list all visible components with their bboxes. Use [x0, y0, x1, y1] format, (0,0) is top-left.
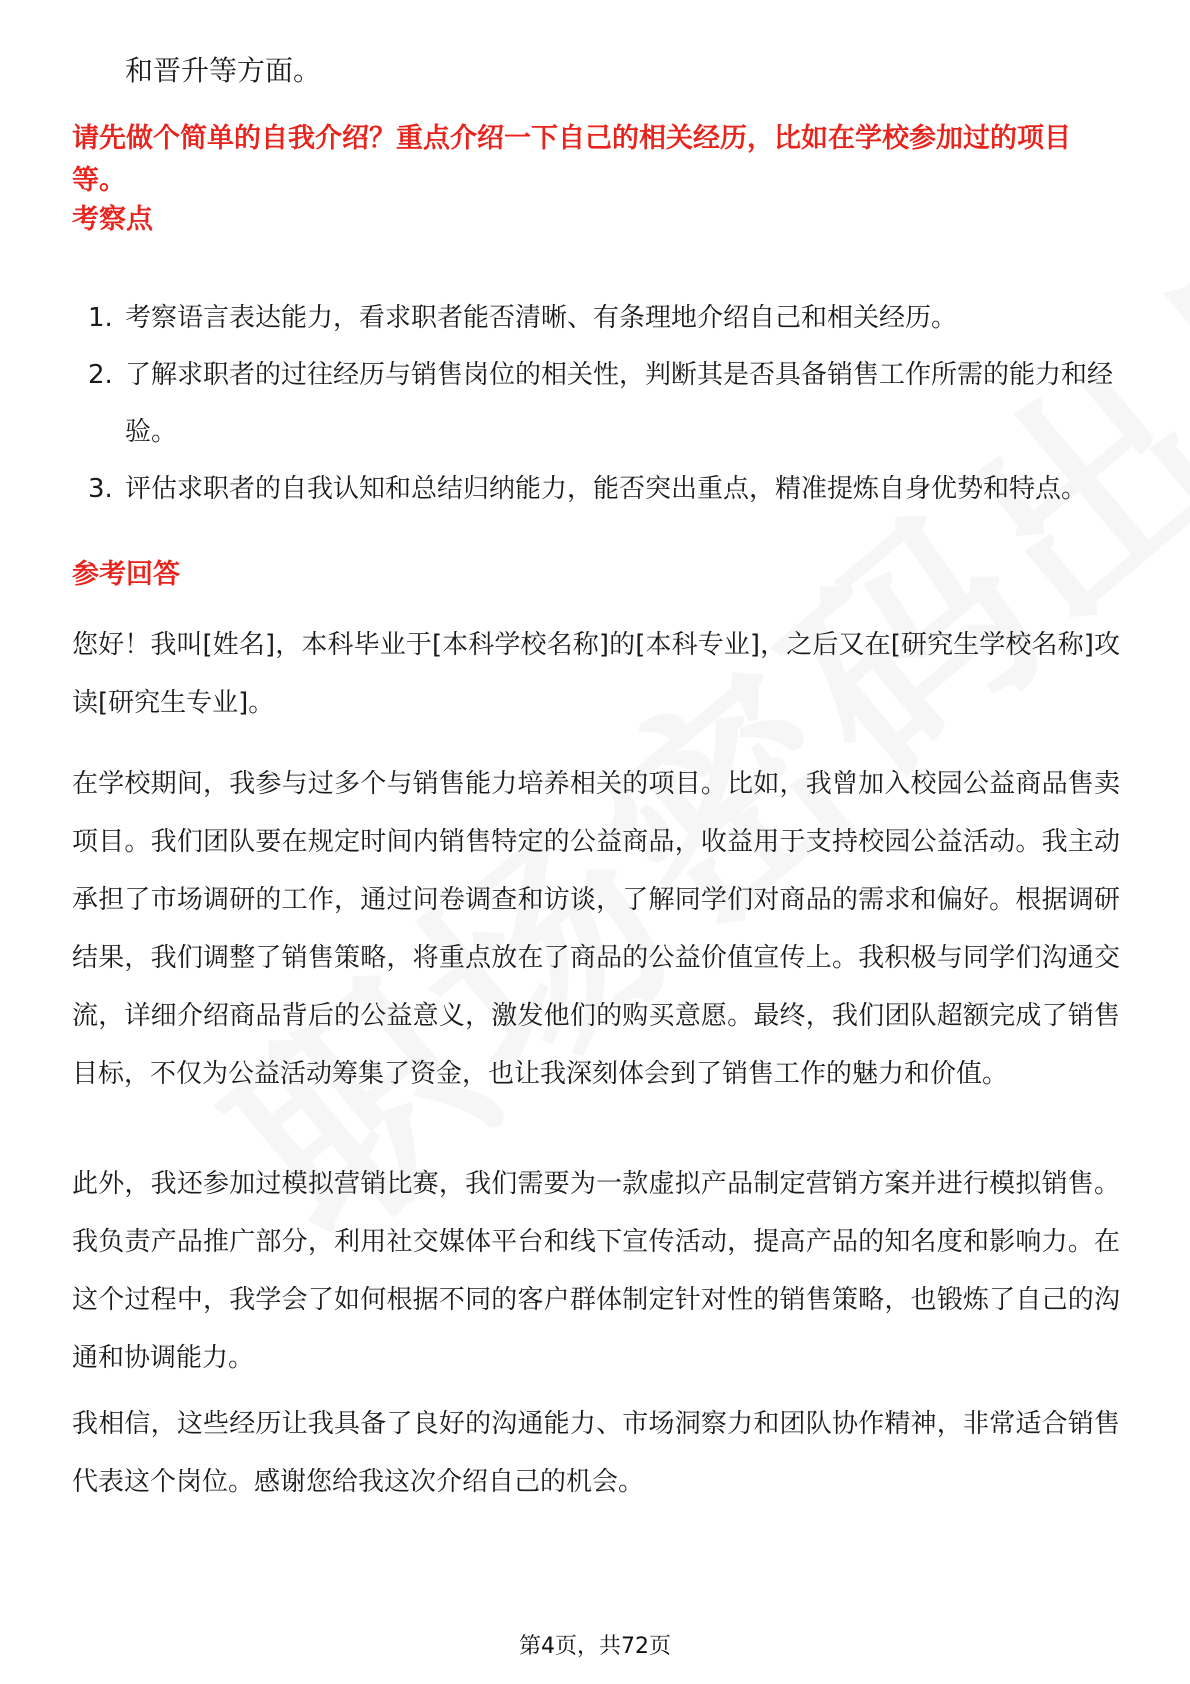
list-item: [72, 461, 1120, 518]
answer-label: 参考回答: [72, 559, 180, 590]
page-number: 第4页，共72页: [519, 1634, 671, 1659]
answer-paragraph: 您好！我叫[姓名]，本科毕业于[本科学校名称]的[本科专业]，之后又在[研究生学校名称]攻读[研究生专业]。: [72, 630, 1120, 718]
list-item-text: 了解求职者的过往经历与销售岗位的相关性，判断其是否具备销售工作所需的能力和经验。: [125, 360, 1114, 447]
list-item-text: 考察语言表达能力，看求职者能否清晰、有条理地介绍自己和相关经历。: [125, 303, 958, 333]
continued-text: 和晋升等方面。: [125, 54, 322, 87]
assessment-list: [72, 290, 1120, 518]
list-item-number: 1.: [88, 303, 113, 333]
answer-paragraph: 此外，我还参加过模拟营销比赛，我们需要为一款虚拟产品制定营销方案并进行模拟销售。我负责产品推广部分，利用社交媒体平台和线下宣传活动，提高产品的知名度和影响力。在这个过程中，我学会了如何根据不同的客户群体制定针对性的销售策略，也锻炼了自己的沟通和协调能力。: [72, 1169, 1120, 1373]
answer-paragraph: 在学校期间，我参与过多个与销售能力培养相关的项目。比如，我曾加入校园公益商品售卖项目。我们团队要在规定时间内销售特定的公益商品，收益用于支持校园公益活动。我主动承担了市场调研的工作，通过问卷调查和访谈，了解同学们对商品的需求和偏好。根据调研结果，我们调整了销售策略，将重点放在了商品的公益价值宣传上。我积极与同学们沟通交流，详细介绍商品背后的公益意义，激发他们的购买意愿。最终，我们团队超额完成了销售目标，不仅为公益活动筹集了资金，也让我深刻体会到了销售工作的魅力和价值。: [72, 769, 1120, 1089]
list-item-text: 评估求职者的自我认知和总结归纳能力，能否突出重点，精准提炼自身优势和特点。: [125, 474, 1088, 504]
list-item-number: 3.: [88, 474, 113, 504]
list-item: [72, 290, 1120, 347]
answer-paragraph: 我相信，这些经历让我具备了良好的沟通能力、市场洞察力和团队协作精神，非常适合销售代表这个岗位。感谢您给我这次介绍自己的机会。: [72, 1409, 1120, 1497]
list-item: [72, 347, 1120, 461]
list-item-number: 2.: [88, 360, 113, 390]
question-heading: 请先做个简单的自我介绍？重点介绍一下自己的相关经历，比如在学校参加过的项目等。: [72, 123, 1071, 196]
assessment-label: 考察点: [72, 204, 153, 235]
